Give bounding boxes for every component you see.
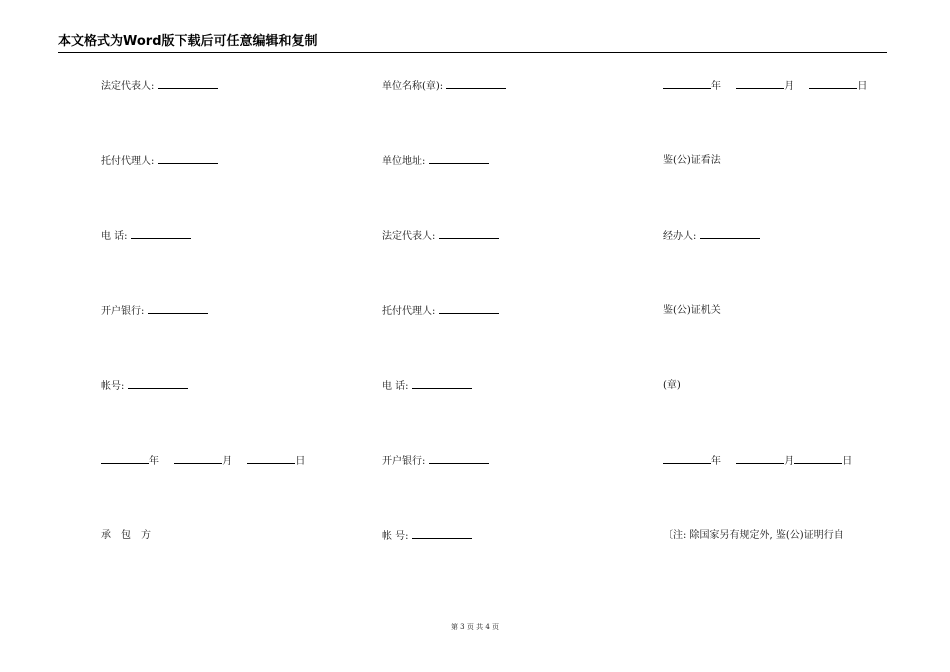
col3-day2-label: 日: [842, 456, 853, 467]
col1-account-label: 帐号:: [101, 381, 125, 392]
col1-legal-rep-blank[interactable]: [158, 79, 218, 89]
col2-unit-address-blank[interactable]: [429, 154, 489, 164]
col3-handler-blank[interactable]: [700, 229, 760, 239]
col1-legal-rep-label: 法定代表人:: [101, 81, 155, 92]
col3-date-row: [663, 79, 867, 94]
col1-date-row: [101, 454, 305, 469]
col2-unit-address-row: [382, 154, 489, 169]
col1-bank-row: [101, 304, 208, 319]
col1-phone-row: [101, 229, 191, 244]
col3-day-blank[interactable]: [809, 79, 857, 89]
col2-bank-label: 开户银行:: [382, 456, 426, 467]
col1-legal-rep-row: [101, 79, 218, 94]
col3-date2-row: [663, 454, 852, 469]
col2-bank-blank[interactable]: [429, 454, 489, 464]
col1-party-label: 承 包 方: [101, 530, 151, 541]
col1-phone-blank[interactable]: [131, 229, 191, 239]
col3-notary-opinion-label: 鉴(公)证看法: [663, 155, 721, 166]
col1-year-blank[interactable]: [101, 454, 149, 464]
col2-account-label: 帐 号:: [382, 531, 409, 542]
col3-handler-label: 经办人:: [663, 231, 697, 242]
col2-agent-row: [382, 304, 499, 319]
col2-agent-label: 托付代理人:: [382, 306, 436, 317]
col2-phone-row: [382, 379, 472, 394]
col1-phone-label: 电 话:: [101, 231, 128, 242]
col3-note-text: 〔注: 除国家另有规定外, 鉴(公)证明行自: [663, 530, 844, 541]
col1-bank-blank[interactable]: [148, 304, 208, 314]
col2-account-row: [382, 529, 472, 544]
col2-unit-address-label: 单位地址:: [382, 156, 426, 167]
col1-month-blank[interactable]: [174, 454, 222, 464]
col2-unit-name-row: [382, 79, 506, 94]
col3-month2-label: 月: [784, 456, 795, 467]
col1-day-blank[interactable]: [247, 454, 295, 464]
col1-account-blank[interactable]: [128, 379, 188, 389]
col2-legal-rep-row: [382, 229, 499, 244]
col3-year-label: 年: [711, 81, 721, 92]
col3-month-blank[interactable]: [736, 79, 784, 89]
col3-day-label: 日: [857, 81, 868, 92]
footer-page-current: 3: [460, 623, 465, 631]
col3-seal-label: (章): [663, 380, 681, 391]
col3-notary-office-label: 鉴(公)证机关: [663, 305, 721, 316]
col3-year2-blank[interactable]: [663, 454, 711, 464]
col3-day2-blank[interactable]: [794, 454, 842, 464]
col2-unit-name-label: 单位名称(章):: [382, 81, 444, 92]
col2-legal-rep-label: 法定代表人:: [382, 231, 436, 242]
footer-page-total: 4: [485, 623, 490, 631]
footer-page-mid: 页 共: [466, 623, 484, 631]
col1-agent-row: [101, 154, 218, 169]
col2-phone-blank[interactable]: [412, 379, 472, 389]
page-footer: [0, 622, 950, 632]
col2-phone-label: 电 话:: [382, 381, 409, 392]
page-header-title: 本文格式为Word版下载后可任意编辑和复制: [58, 34, 318, 49]
col2-legal-rep-blank[interactable]: [439, 229, 499, 239]
col1-month-label: 月: [222, 456, 233, 467]
col2-bank-row: [382, 454, 489, 469]
col1-account-row: [101, 379, 188, 394]
footer-page-suffix: 页: [492, 623, 500, 631]
col1-agent-blank[interactable]: [158, 154, 218, 164]
col1-year-label: 年: [149, 456, 159, 467]
col3-year-blank[interactable]: [663, 79, 711, 89]
col3-month-label: 月: [784, 81, 795, 92]
col2-unit-name-blank[interactable]: [446, 79, 506, 89]
col3-month2-blank[interactable]: [736, 454, 784, 464]
col2-agent-blank[interactable]: [439, 304, 499, 314]
col1-bank-label: 开户银行:: [101, 306, 145, 317]
col1-day-label: 日: [295, 456, 306, 467]
footer-page-prefix: 第: [450, 623, 458, 631]
header-divider: [58, 52, 887, 53]
col2-account-blank[interactable]: [412, 529, 472, 539]
col1-agent-label: 托付代理人:: [101, 156, 155, 167]
col3-handler-row: [663, 229, 760, 244]
col3-year2-label: 年: [711, 456, 721, 467]
